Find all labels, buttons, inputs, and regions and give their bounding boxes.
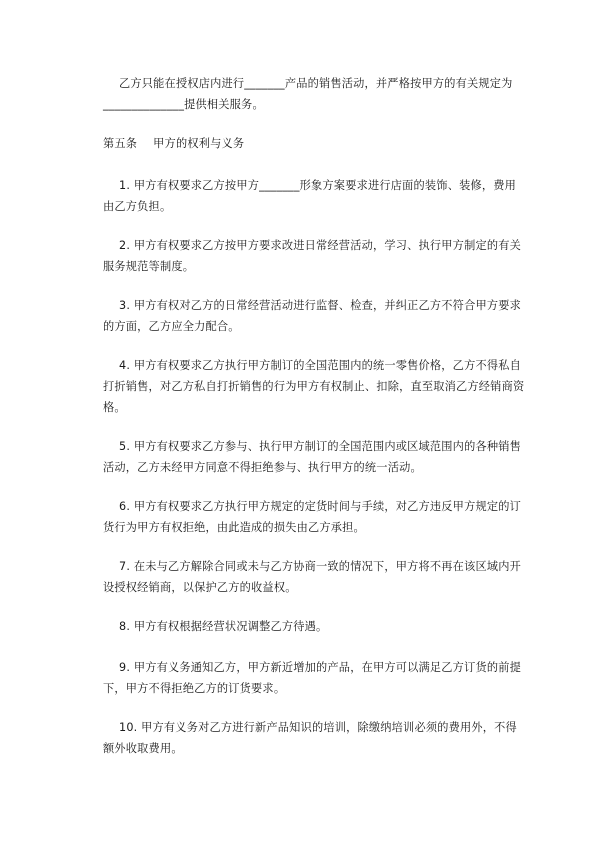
clause-line: 6. 甲方有权要求乙方执行甲方规定的定货时间与手续，对乙方违反甲方规定的订 — [119, 500, 522, 513]
clause-line: 3. 甲方有权对乙方的日常经营活动进行监督、检查，并纠正乙方不符合甲方要求 — [119, 299, 522, 312]
clause-line: 下，甲方不得拒绝乙方的订货要求。 — [103, 682, 286, 695]
clause-5 — [103, 436, 523, 478]
clause-line: 服务规范等制度。 — [103, 260, 195, 273]
clause-line: 7. 在未与乙方解除合同或未与乙方协商一致的情况下，甲方将不再在该区域内开 — [119, 560, 522, 573]
clause-line: 9. 甲方有义务通知乙方，甲方新近增加的产品，在甲方可以满足乙方订货的前提 — [119, 661, 522, 674]
clause-line: 4. 甲方有权要求乙方执行甲方制订的全国范围内的统一零售价格，乙方不得私自 — [119, 359, 522, 372]
clause-line: 1. 甲方有权要求乙方按甲方_______形象方案要求进行店面的装饰、装修，费用 — [119, 179, 517, 192]
clause-line: 的方面，乙方应全力配合。 — [103, 320, 240, 333]
clause-3 — [103, 295, 523, 337]
clause-line: 货行为甲方有权拒绝，由此造成的损失由乙方承担。 — [103, 521, 365, 534]
intro-line-2: ______________提供相关服务。 — [103, 98, 264, 111]
clause-line: 活动，乙方未经甲方同意不得拒绝参与、执行甲方的统一活动。 — [103, 461, 422, 474]
clause-10 — [103, 717, 523, 759]
clause-4 — [103, 355, 523, 418]
clause-line: 打折销售，对乙方私自打折销售的行为甲方有权制止、扣除，直至取消乙方经销商资 — [103, 380, 525, 393]
clause-line: 10. 甲方有义务对乙方进行新产品知识的培训，除缴纳培训必须的费用外，不得 — [119, 721, 517, 734]
section-heading — [103, 133, 244, 154]
clause-6 — [103, 496, 523, 538]
clause-line: 5. 甲方有权要求乙方参与、执行甲方制订的全国范围内或区域范围内的各种销售 — [119, 440, 522, 453]
clause-line: 设授权经销商，以保护乙方的收益权。 — [103, 581, 297, 594]
intro-paragraph — [103, 73, 523, 115]
clause-7 — [103, 556, 523, 598]
clause-line: 2. 甲方有权要求乙方按甲方要求改进日常经营活动，学习、执行甲方制定的有关 — [119, 239, 522, 252]
section-number: 第五条 — [103, 137, 138, 150]
clause-line: 额外收取费用。 — [103, 742, 183, 755]
intro-line-1: 乙方只能在授权店内进行_______产品的销售活动，并严格按甲方的有关规定为 — [119, 77, 513, 90]
clause-2 — [103, 235, 523, 277]
clause-1 — [103, 175, 523, 217]
clause-9 — [103, 657, 523, 699]
clause-line: 格。 — [103, 401, 126, 414]
clause-8 — [103, 616, 523, 637]
clause-line: 8. 甲方有权根据经营状况调整乙方待遇。 — [119, 620, 328, 633]
clause-line: 由乙方负担。 — [103, 200, 172, 213]
section-title: 甲方的权利与义务 — [153, 137, 245, 150]
